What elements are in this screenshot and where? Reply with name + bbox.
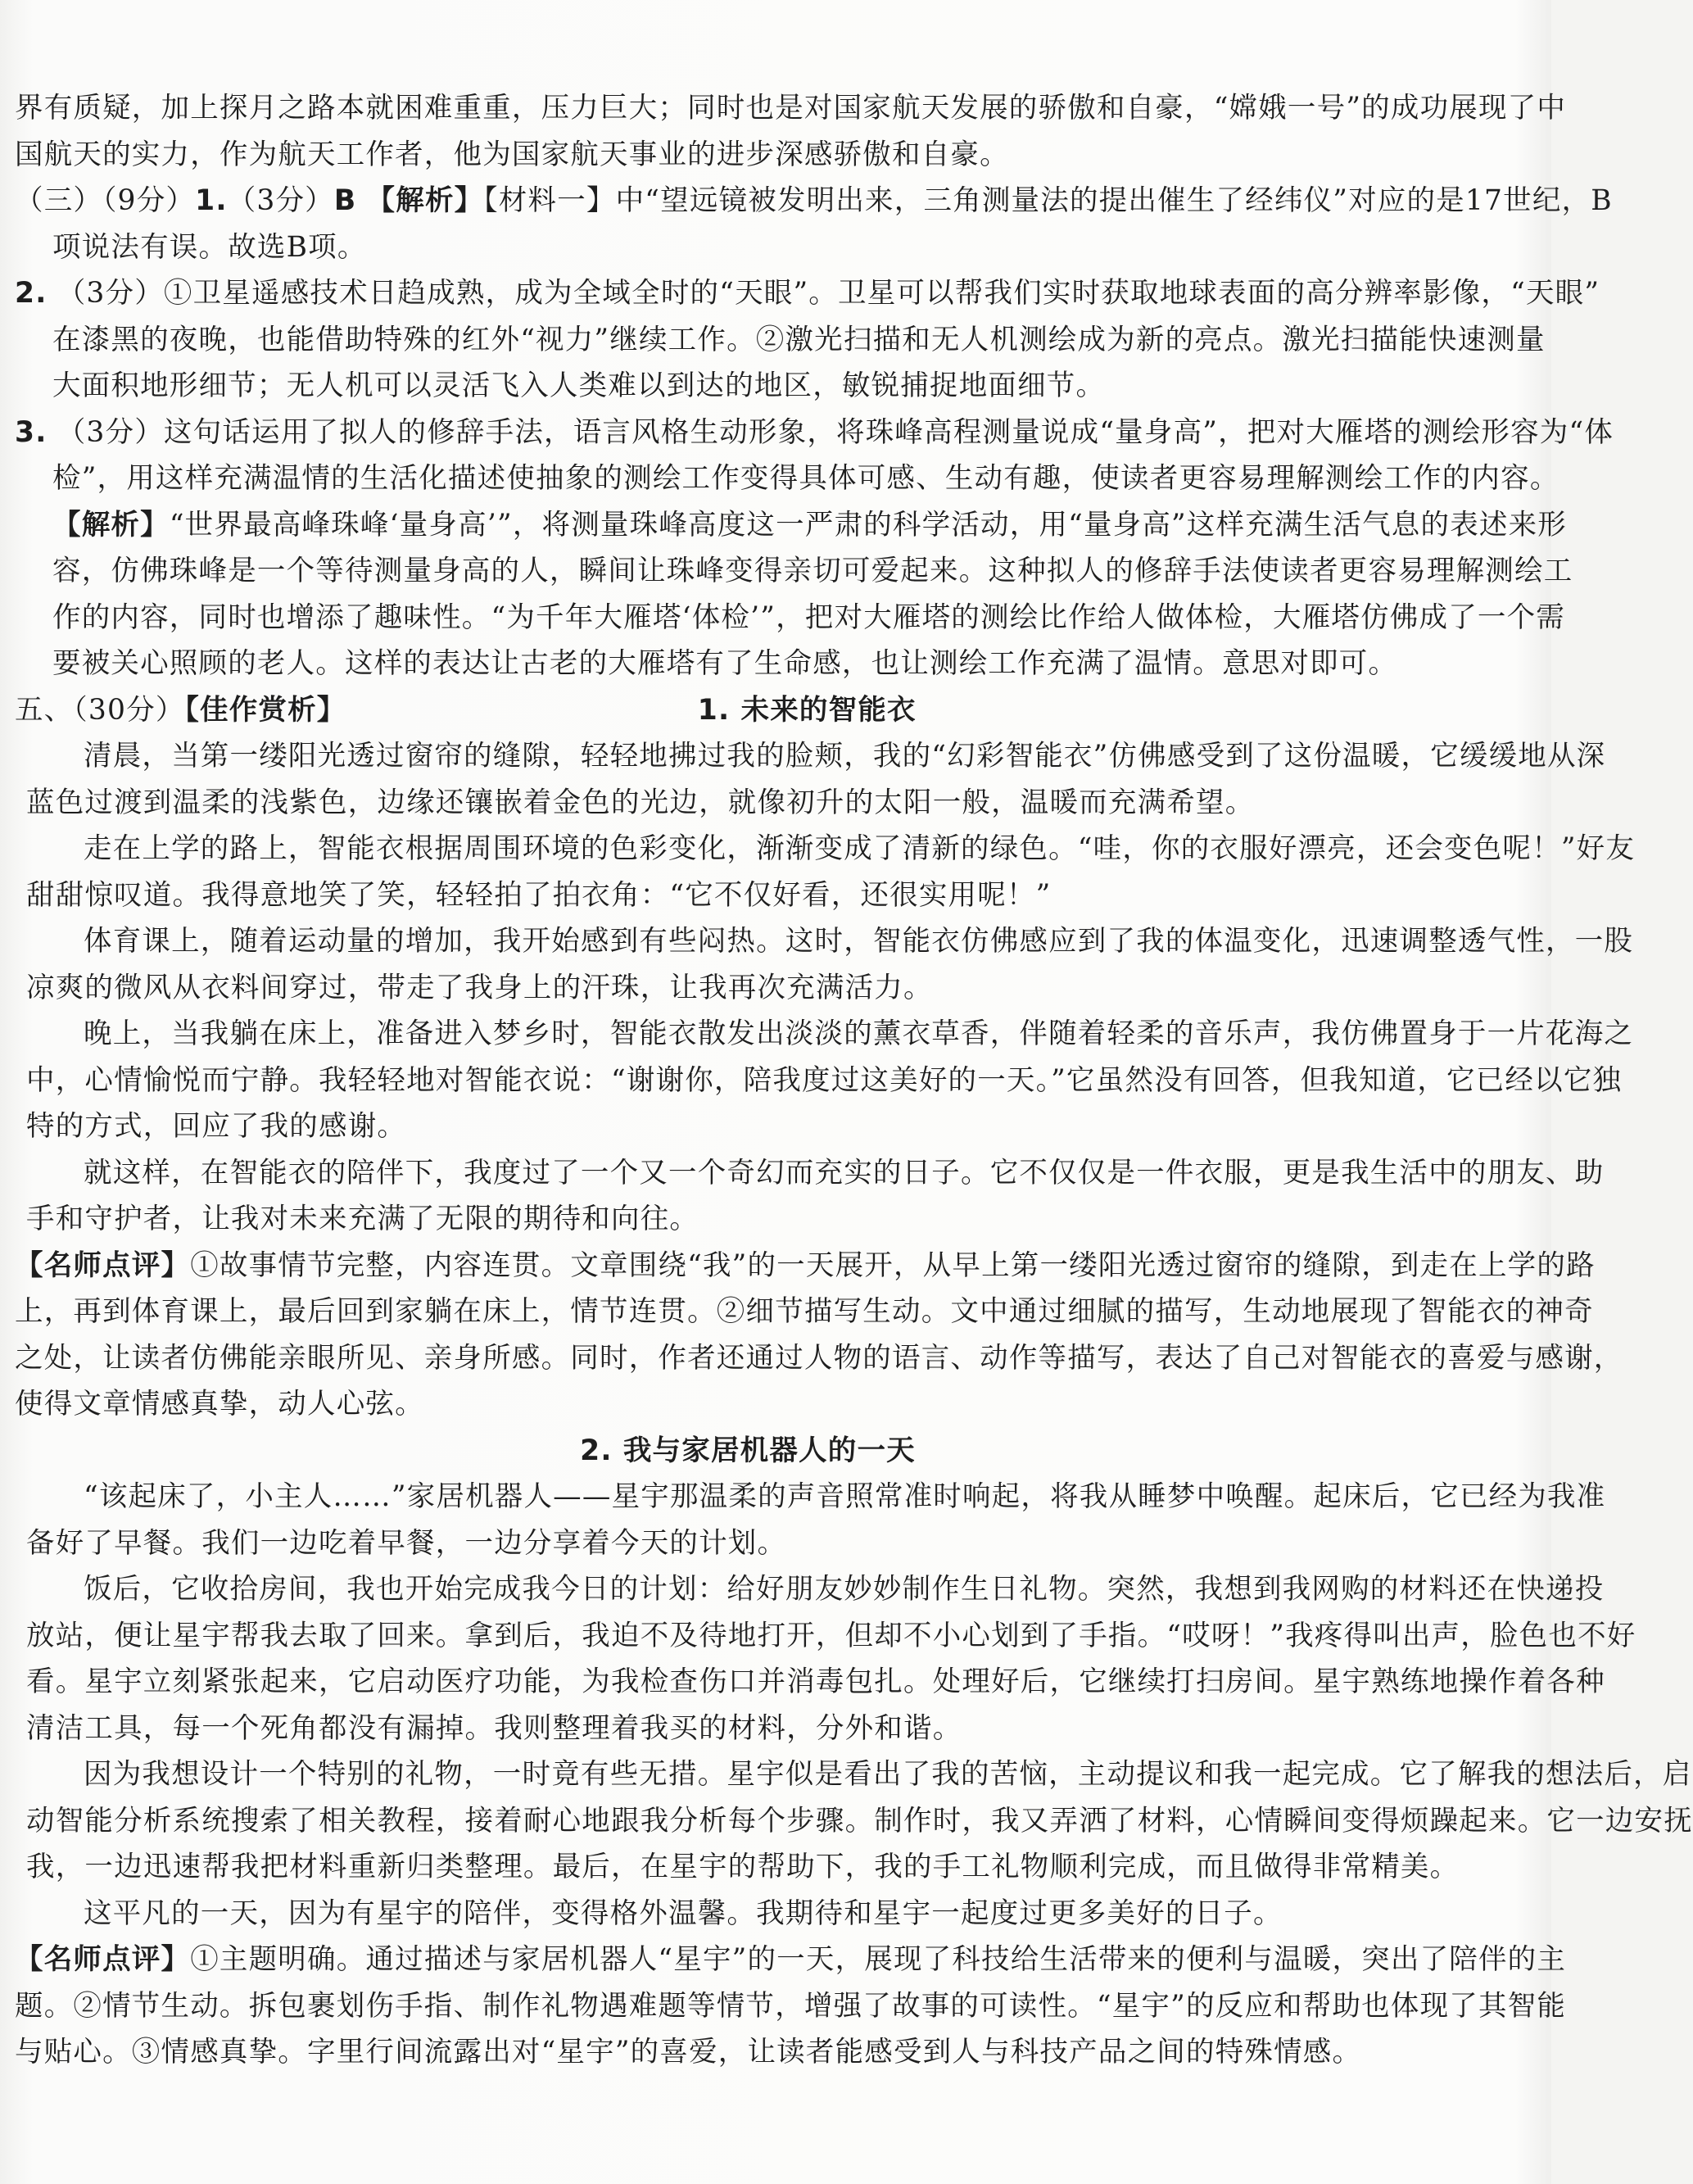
essay-line: 看。星宇立刻紧张起来，它启动医疗功能，为我检查伤口并消毒包扎。处理好后，它继续打扫房间。星宇熟练地操作着各种 (26, 1665, 1605, 1698)
analysis-tag: 【解析】 (52, 508, 170, 541)
question-score: （3分） (227, 184, 334, 217)
essay-2-title: 2. 我与家居机器人的一天 (580, 1434, 916, 1467)
section-5-label (15, 687, 346, 734)
essay-line: 中，心情愉悦而宁静。我轻轻地对智能衣说：“谢谢你，陪我度过这美好的一天。”它虽然没有回答，但我知道，它已经以它独 (26, 1063, 1623, 1097)
essay-line: 这平凡的一天，因为有星宇的陪伴，变得格外温馨。我期待和星宇一起度过更多美好的日子。 (84, 1896, 1283, 1930)
essay-line: 走在上学的路上，智能衣根据周围环境的色彩变化，渐渐变成了清新的绿色。“哇，你的衣服好漂亮，还会变色呢！”好友 (84, 832, 1636, 865)
text-line: 界有质疑，加上探月之路本就困难重重，压力巨大；同时也是对国家航天发展的骄傲和自豪，“嫦娥一号”的成功展现了中 (15, 92, 1567, 125)
text-line: 作的内容，同时也增添了趣味性。“为千年大雁塔‘体检’”，把对大雁塔的测绘比作给人做体检，大雁塔仿佛成了一个需 (52, 600, 1566, 634)
analysis-text: 【材料一】中“望远镜被发明出来，三角测量法的提出催生了经纬仪”对应的是17世纪，B (483, 184, 1613, 217)
text-line: 之处，让读者仿佛能亲眼所见、亲身所感。同时，作者还通过人物的语言、动作等描写，表达了自己对智能衣的喜爱与感谢， (15, 1341, 1623, 1375)
section-prefix: 五、（30分） (15, 693, 185, 727)
text-line: 检”，用这样充满温情的生活化描述使抽象的测绘工作变得具体可感、生动有趣，使读者更容易理解测绘工作的内容。 (52, 462, 1559, 495)
essay-line: 体育课上，随着运动量的增加，我开始感到有些闷热。这时，智能衣仿佛感应到了我的体温变化，迅速调整透气性，一股 (84, 925, 1634, 958)
essay-line: 晚上，当我躺在床上，准备进入梦乡时，智能衣散发出淡淡的薰衣草香，伴随着轻柔的音乐声，我仿佛置身于一片花海之 (84, 1017, 1634, 1050)
essay-line: 蓝色过渡到温柔的浅紫色，边缘还镶嵌着金色的光边，就像初升的太阳一般，温暖而充满希望。 (26, 786, 1255, 819)
essay-line: 放站，便让星宇帮我去取了回来。拿到后，我迫不及待地打开，但却不小心划到了手指。“哎呀！”我疼得叫出声，脸色也不好 (26, 1619, 1636, 1652)
essay-line: 清晨，当第一缕阳光透过窗帘的缝隙，轻轻地拂过我的脸颊，我的“幻彩智能衣”仿佛感受到了这份温暖，它缓缓地从深 (84, 740, 1606, 773)
text-line: 使得文章情感真挚，动人心弦。 (15, 1388, 424, 1421)
text-line: 上，再到体育课上，最后回到家躺在床上，情节连贯。②细节描写生动。文中通过细腻的描写，生动地展现了智能衣的神奇 (15, 1295, 1594, 1328)
comment-line (15, 1243, 1596, 1289)
comment-tag: 【名师点评】 (15, 1248, 191, 1282)
section-prefix: （三）（9分） (15, 184, 196, 217)
essay-line: 动智能分析系统搜索了相关教程，接着耐心地跟我分析每个步骤。制作时，我又弄洒了材料，心情瞬间变得烦躁起来。它一边安抚 (26, 1804, 1693, 1837)
essay-line: 饭后，它收拾房间，我也开始完成我今日的计划：给好朋友妙妙制作生日礼物。突然，我想到我网购的材料还在快递投 (84, 1573, 1605, 1606)
analysis-tag: 【解析】 (366, 184, 484, 217)
essay-line: 凉爽的微风从衣料间穿过，带走了我身上的汗珠，让我再次充满活力。 (26, 971, 933, 1004)
essay-line: “该起床了，小主人……”家居机器人——星宇那温柔的声音照常准时响起，将我从睡梦中唤醒。起床后，它已经为我准 (84, 1480, 1606, 1513)
answer-text: （3分）这句话运用了拟人的修辞手法，语言风格生动形象，将珠峰高程测量说成“量身高”，把对大雁塔的测绘形容为“体 (57, 415, 1614, 449)
essay-line: 甜甜惊叹道。我得意地笑了笑，轻轻拍了拍衣角：“它不仅好看，还很实用呢！” (26, 878, 1052, 912)
question-number: 3. (15, 415, 48, 449)
text-line: 与贴心。③情感真挚。字里行间流露出对“星宇”的喜爱，让读者能感受到人与科技产品之间的特殊情感。 (15, 2036, 1362, 2068)
question-2 (15, 270, 1600, 317)
essay-line: 因为我想设计一个特别的礼物，一时竟有些无措。星宇似是看出了我的苦恼，主动提议和我一起完成。它了解我的想法后，启 (84, 1758, 1692, 1791)
essay-line: 备好了早餐。我们一边吃着早餐，一边分享着今天的计划。 (26, 1526, 787, 1560)
essay-line: 清洁工具，每一个死角都没有漏掉。我则整理着我买的材料，分外和谐。 (26, 1711, 962, 1745)
answer-text: （3分）①卫星遥感技术日趋成熟，成为全域全时的“天眼”。卫星可以帮我们实时获取地球表面的高分辨率影像，“天眼” (57, 277, 1600, 310)
question-3-1 (15, 178, 1613, 224)
appreciation-tag: 【佳作赏析】 (184, 693, 346, 727)
question-number: 1. (195, 184, 228, 217)
comment-line (15, 1937, 1567, 1983)
essay-2-body (15, 1474, 1693, 1937)
question-number: 2. (15, 277, 48, 310)
essay-1-body (15, 733, 1636, 1243)
essay-line: 我，一边迅速帮我把材料重新归类整理。最后，在星宇的帮助下，我的手工礼物顺利完成，而且做得非常精美。 (26, 1851, 1460, 1883)
answer-letter: B (333, 184, 357, 217)
analysis-text: “世界最高峰珠峰‘量身高’”，将测量珠峰高度这一严肃的科学活动，用“量身高”这样充满生活气息的表述来形 (169, 508, 1567, 541)
text-line: 国航天的实力，作为航天工作者，他为国家航天事业的进步深感骄傲和自豪。 (15, 138, 1009, 171)
text-line: 项说法有误。故选B项。 (52, 230, 367, 264)
answer-content (15, 85, 1693, 2076)
comment-text: ①主题明确。通过描述与家居机器人“星宇”的一天，展现了科技给生活带来的便利与温暖，突出了陪伴的主 (190, 1943, 1567, 1976)
comment-text: ①故事情节完整，内容连贯。文章围绕“我”的一天展开，从早上第一缕阳光透过窗帘的缝隙，到走在上学的路 (190, 1248, 1596, 1282)
text-line: 要被关心照顾的老人。这样的表达让古老的大雁塔有了生命感，也让测绘工作充满了温情。意思对即可。 (52, 647, 1398, 680)
essay-line: 就这样，在智能衣的陪伴下，我度过了一个又一个奇幻而充实的日子。它不仅仅是一件衣服，更是我生活中的朋友、助 (84, 1156, 1605, 1189)
essay-1-title: 1. 未来的智能衣 (697, 693, 917, 727)
essay-line: 手和守护者，让我对未来充满了无限的期待和向往。 (26, 1203, 699, 1235)
text-line: 在漆黑的夜晚，也能借助特殊的红外“视力”继续工作。②激光扫描和无人机测绘成为新的亮点。激光扫描能快速测量 (52, 323, 1546, 356)
text-line: 题。②情节生动。拆包裹划伤手指、制作礼物遇难题等情节，增强了故事的可读性。“星宇”的反应和帮助也体现了其智能 (15, 1989, 1567, 2023)
essay-line: 特的方式，回应了我的感谢。 (26, 1110, 407, 1143)
text-line: 容，仿佛珠峰是一个等待测量身高的人，瞬间让珠峰变得亲切可爱起来。这种拟人的修辞手法使读者更容易理解测绘工 (52, 555, 1573, 587)
section-5-header (15, 687, 1481, 734)
text-line: 大面积地形细节；无人机可以灵活飞入人类难以到达的地区，敏锐捕捉地面细节。 (52, 369, 1106, 402)
analysis-line (15, 502, 1567, 549)
question-3 (15, 410, 1614, 456)
comment-tag: 【名师点评】 (15, 1943, 191, 1976)
